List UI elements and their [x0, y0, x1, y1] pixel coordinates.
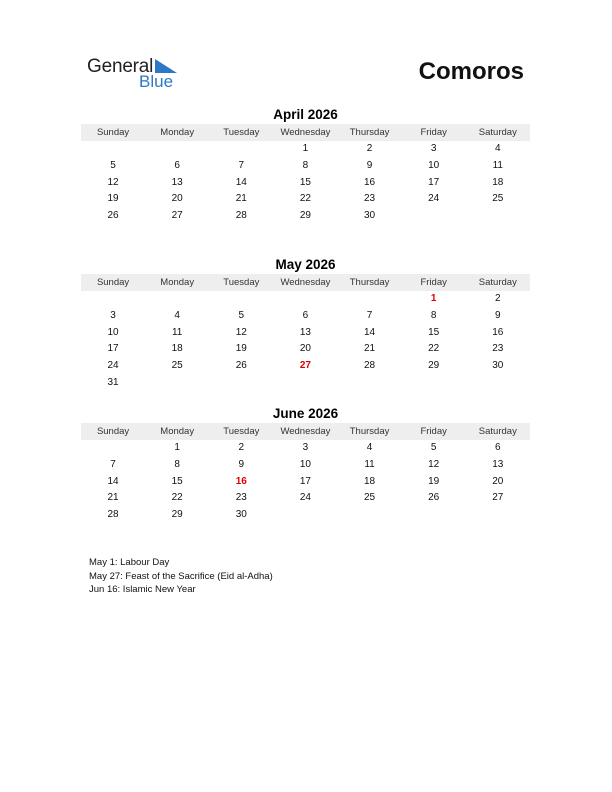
day-cell: 14 [107, 475, 119, 487]
week-row [81, 291, 530, 308]
day-cell [209, 375, 273, 392]
day-cell: 23 [364, 193, 376, 205]
day-cell: 20 [171, 193, 183, 205]
day-cell: 11 [364, 458, 375, 470]
day-cell: 27 [492, 492, 504, 504]
day-cell: 2 [495, 293, 501, 304]
day-cell: 10 [428, 159, 440, 171]
day-cell: 19 [235, 343, 247, 355]
day-cell: 7 [110, 458, 116, 470]
day-cell: 12 [107, 176, 119, 188]
holiday-notes [89, 556, 273, 597]
day-cell [338, 375, 402, 392]
weekday-label: Wednesday [280, 127, 331, 138]
day-cell: 17 [428, 176, 440, 188]
week-row [81, 175, 530, 192]
day-cell [402, 208, 466, 225]
day-cell [402, 375, 466, 392]
day-cell: 29 [171, 509, 183, 521]
day-cell: 22 [428, 343, 440, 355]
day-cell: 13 [492, 458, 504, 470]
week-row [81, 507, 530, 524]
week-row [81, 208, 530, 225]
day-cell: 18 [492, 176, 504, 188]
day-cell: 24 [428, 193, 440, 205]
day-cell: 23 [492, 343, 504, 355]
weekday-label: Sunday [96, 277, 130, 288]
weekday-label: Wednesday [280, 426, 331, 437]
week-row [81, 457, 530, 474]
weekday-label: Friday [420, 277, 447, 288]
weekday-label: Wednesday [280, 277, 331, 288]
month-title: June 2026 [272, 406, 339, 421]
day-cell: 16 [364, 176, 376, 188]
month-may [81, 256, 530, 392]
day-cell [209, 291, 273, 308]
day-cell: 10 [299, 458, 311, 470]
week-row [81, 440, 530, 457]
weekday-label: Tuesday [223, 426, 260, 437]
day-cell [273, 291, 337, 308]
day-cell: 26 [428, 492, 440, 504]
day-cell: 20 [492, 475, 504, 487]
day-cell: 12 [235, 326, 247, 338]
day-cell: 30 [235, 509, 247, 521]
day-cell: 23 [235, 492, 247, 504]
week-row [81, 358, 530, 375]
day-cell: 2 [238, 442, 245, 453]
day-cell: 4 [495, 143, 501, 154]
day-cell: 7 [238, 159, 245, 171]
day-cell: 16 [492, 326, 504, 338]
day-cell: 14 [364, 326, 376, 338]
weekday-header [81, 423, 530, 440]
day-cell: 13 [299, 326, 311, 338]
weekday-label: Tuesday [223, 127, 260, 138]
day-cell: 21 [235, 193, 247, 205]
day-cell: 7 [366, 309, 373, 321]
day-cell [402, 507, 466, 524]
week-row [81, 375, 530, 392]
day-cell: 17 [299, 475, 311, 487]
day-cell: 24 [299, 492, 311, 504]
weekday-header [81, 274, 530, 291]
week-row [81, 308, 530, 325]
day-cell: 21 [364, 343, 376, 355]
day-cell: 8 [302, 159, 309, 171]
day-cell [81, 291, 145, 308]
day-cell: 28 [107, 509, 119, 521]
weekday-label: Saturday [478, 277, 517, 288]
week-row [81, 474, 530, 491]
weekday-label: Monday [160, 127, 195, 138]
country-title: Comoros [418, 58, 524, 85]
day-cell: 15 [299, 176, 311, 188]
day-cell: 3 [302, 442, 309, 453]
weekday-label: Monday [160, 426, 195, 437]
day-cell: 4 [174, 309, 180, 321]
day-cell: 25 [492, 193, 504, 205]
month-april [81, 106, 530, 225]
day-cell: 15 [171, 475, 183, 487]
day-cell [145, 141, 209, 158]
day-cell [338, 507, 402, 524]
day-cell: 11 [492, 159, 503, 171]
holiday-day-cell: 16 [235, 475, 247, 487]
day-cell: 10 [107, 326, 119, 338]
day-cell: 18 [364, 475, 376, 487]
day-cell: 15 [428, 326, 440, 338]
month-title: May 2026 [275, 257, 336, 272]
day-cell: 19 [107, 193, 119, 205]
day-cell: 28 [235, 210, 247, 222]
weekday-label: Tuesday [223, 277, 260, 288]
day-cell [81, 440, 145, 457]
logo-general-text: General [87, 56, 154, 77]
brand-logo [87, 56, 187, 92]
day-cell: 31 [107, 376, 119, 388]
day-cell: 28 [364, 360, 376, 372]
weekday-label: Saturday [478, 127, 517, 138]
day-cell [145, 291, 209, 308]
weekday-label: Friday [420, 426, 447, 437]
day-cell [209, 141, 273, 158]
weekday-label: Friday [420, 127, 447, 138]
day-cell: 9 [495, 309, 501, 321]
day-cell: 9 [238, 458, 245, 470]
day-cell: 26 [107, 210, 119, 222]
month-june [81, 405, 530, 524]
day-cell: 18 [171, 343, 183, 355]
day-cell [273, 507, 337, 524]
day-cell: 29 [299, 210, 311, 222]
day-cell: 27 [171, 210, 183, 222]
day-cell: 12 [428, 458, 440, 470]
day-cell [466, 375, 530, 392]
day-cell: 1 [302, 143, 309, 154]
logo-blue-text: Blue [139, 72, 174, 91]
day-cell: 25 [171, 360, 183, 372]
holiday-note: Jun 16: Islamic New Year [89, 584, 196, 595]
day-cell: 26 [235, 360, 247, 372]
day-cell [273, 375, 337, 392]
holiday-day-cell: 1 [430, 293, 437, 304]
week-row [81, 191, 530, 208]
day-cell: 6 [302, 309, 309, 321]
day-cell: 1 [174, 442, 180, 453]
weekday-header [81, 124, 530, 141]
holiday-note: May 1: Labour Day [89, 557, 170, 568]
day-cell: 14 [235, 176, 247, 188]
day-cell: 19 [428, 475, 440, 487]
day-cell: 17 [107, 343, 119, 355]
weekday-label: Thursday [349, 426, 390, 437]
weekday-label: Thursday [349, 277, 390, 288]
day-cell: 5 [110, 159, 116, 171]
day-cell: 6 [174, 159, 180, 171]
weekday-label: Thursday [349, 127, 390, 138]
day-cell [81, 141, 145, 158]
weekday-label: Sunday [96, 426, 130, 437]
day-cell: 5 [238, 309, 245, 321]
week-row [81, 325, 530, 342]
day-cell: 2 [366, 143, 373, 154]
day-cell: 25 [364, 492, 376, 504]
logo-triangle-icon [155, 59, 177, 73]
week-row [81, 158, 530, 175]
day-cell [466, 208, 530, 225]
weekday-label: Sunday [96, 127, 130, 138]
day-cell: 3 [430, 143, 437, 154]
day-cell: 9 [366, 159, 373, 171]
day-cell: 4 [366, 442, 373, 453]
day-cell: 29 [428, 360, 440, 372]
week-row [81, 141, 530, 158]
day-cell [466, 507, 530, 524]
day-cell: 22 [171, 492, 183, 504]
day-cell: 24 [107, 360, 119, 372]
day-cell: 11 [171, 326, 183, 338]
day-cell: 21 [107, 492, 119, 504]
day-cell: 5 [430, 442, 437, 453]
month-title: April 2026 [273, 107, 338, 122]
holiday-note: May 27: Feast of the Sacrifice (Eid al-Adha) [89, 570, 273, 582]
day-cell: 3 [110, 309, 116, 321]
day-cell: 22 [299, 193, 311, 205]
day-cell: 30 [492, 360, 504, 372]
day-cell: 6 [495, 442, 501, 453]
day-cell [338, 291, 402, 308]
weekday-label: Monday [160, 277, 195, 288]
day-cell: 13 [171, 176, 183, 188]
day-cell [145, 375, 209, 392]
holiday-day-cell: 27 [299, 360, 311, 372]
week-row [81, 341, 530, 358]
day-cell: 30 [364, 210, 376, 222]
day-cell: 8 [430, 309, 437, 321]
week-row [81, 490, 530, 507]
day-cell: 20 [299, 343, 311, 355]
weekday-label: Saturday [478, 426, 517, 437]
day-cell: 8 [174, 458, 180, 470]
